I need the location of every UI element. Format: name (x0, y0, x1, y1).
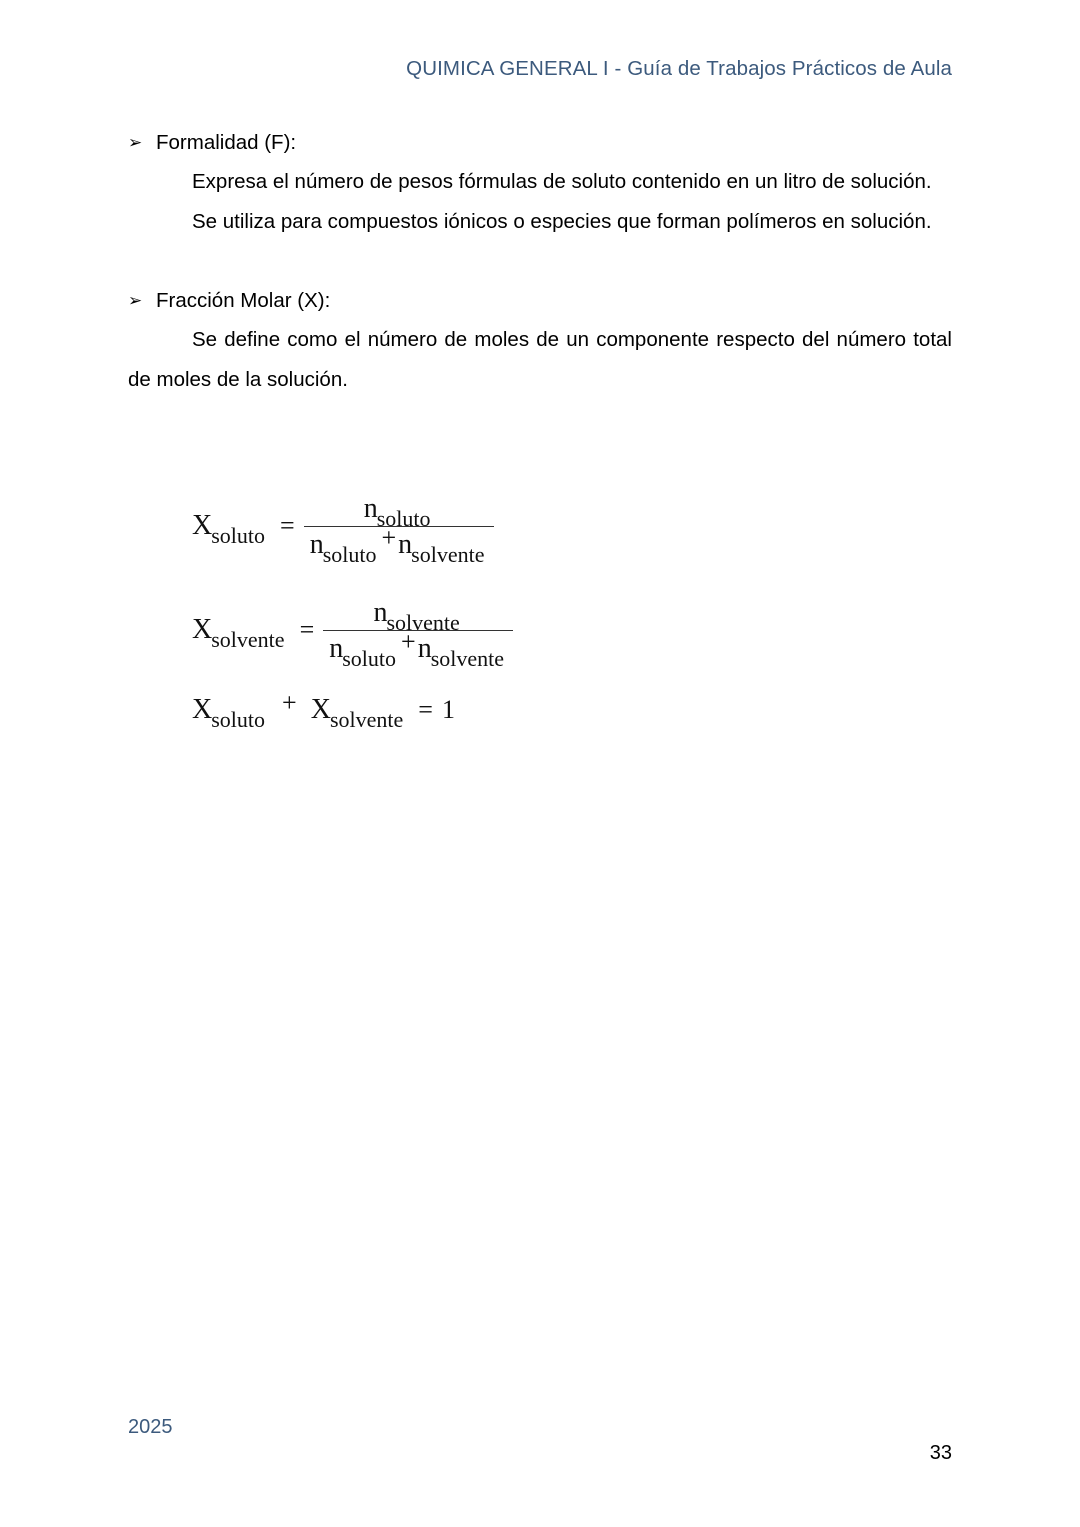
page-number: 33 (929, 1442, 952, 1464)
eq1-lhs: $X_{soluto}$ (192, 510, 266, 548)
section-heading-formalidad (128, 124, 952, 162)
paragraph-formalidad-definicion: Expresa el número de pesos fórmulas de soluto contenido en un litro de solución. (192, 170, 932, 193)
eq3-plus-sign: + (282, 688, 297, 717)
eq3-result: 1 (441, 695, 455, 724)
eq2-lhs: $X_{solvente}$ (192, 614, 285, 652)
page-body (128, 124, 952, 400)
equation-spacer (128, 560, 952, 596)
eq3-left-term: $X_{soluto}$ (192, 694, 266, 732)
eq3-equals-sign: = (418, 695, 433, 724)
equation-fraccion-molar-solvente (128, 596, 952, 671)
section-heading-label: Fracción Molar (X): (156, 289, 331, 312)
arrow-bullet-icon: ➢ (128, 133, 143, 153)
eq2-numerator: $n_{solvente}$ (373, 597, 460, 635)
eq1-equals-sign: = (280, 511, 295, 540)
paragraph-formalidad-uso: Se utiliza para compuestos iónicos o especies que forman polímeros en solución. (192, 210, 932, 233)
equation-fraccion-molar-soluto (128, 492, 952, 567)
equation-suma-fracciones-molares (128, 688, 952, 732)
section-heading-fraccion-molar (128, 282, 952, 320)
eq2-fraction (323, 597, 513, 671)
paragraph-fraccion-molar-definicion: Se define como el número de moles de un componente respecto del número total de moles de la solución. (128, 328, 952, 391)
eq1-numerator: $n_{soluto}$ (363, 493, 431, 531)
eq3-right-term: $X_{solvente}$ (310, 694, 404, 732)
document-header-title: QUIMICA GENERAL I - Guía de Trabajos Prácticos de Aula (406, 57, 952, 80)
eq1-denominator: $n_{soluto}+n_{solvente}$ (309, 523, 485, 567)
eq2-equals-sign: = (299, 615, 315, 644)
eq1-fraction (304, 493, 494, 567)
footer-year: 2025 (128, 1416, 173, 1438)
section-spacer (128, 242, 952, 282)
eq2-denominator: $n_{soluto}+n_{solvente}$ (329, 627, 505, 671)
equation-spacer (128, 664, 952, 694)
section-heading-label: Formalidad (F): (156, 131, 297, 154)
equations-block (128, 492, 952, 732)
arrow-bullet-icon: ➢ (128, 291, 143, 311)
